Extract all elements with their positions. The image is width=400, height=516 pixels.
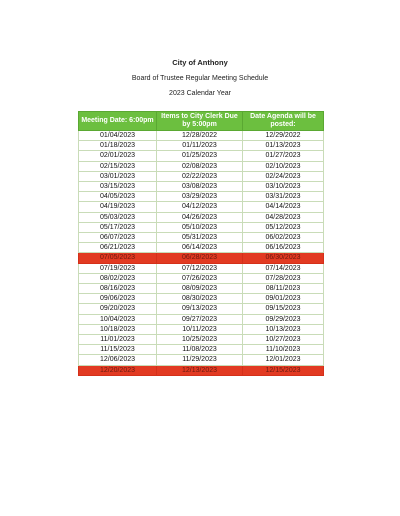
table-row [79,161,324,171]
meeting-date-cell: 12/06/2023 [79,355,157,365]
table-header [79,112,324,131]
agenda-posted-cell: 06/16/2023 [243,243,324,253]
table-row [79,192,324,202]
table-row [79,324,324,334]
meeting-date-cell: 08/02/2023 [79,273,157,283]
items-due-cell: 08/30/2023 [157,294,243,304]
items-due-cell: 11/08/2023 [157,345,243,355]
table-row [79,202,324,212]
items-due-cell: 01/11/2023 [157,141,243,151]
meeting-date-cell: 08/16/2023 [79,284,157,294]
items-due-cell: 04/26/2023 [157,212,243,222]
items-due-cell: 02/22/2023 [157,171,243,181]
agenda-posted-cell: 03/31/2023 [243,192,324,202]
items-due-cell: 04/12/2023 [157,202,243,212]
page-title: City of Anthony [172,58,228,67]
table-row [79,273,324,283]
items-due-cell: 07/12/2023 [157,263,243,273]
agenda-posted-cell: 06/30/2023 [243,253,324,263]
items-due-cell: 10/11/2023 [157,324,243,334]
header-row [79,112,324,131]
meeting-date-cell: 06/07/2023 [79,233,157,243]
table-row [79,304,324,314]
agenda-posted-cell: 04/14/2023 [243,202,324,212]
agenda-posted-cell: 06/02/2023 [243,233,324,243]
meeting-date-cell: 10/18/2023 [79,324,157,334]
agenda-posted-cell: 08/11/2023 [243,284,324,294]
meeting-date-cell: 01/04/2023 [79,131,157,141]
table-row [79,314,324,324]
table-row [79,243,324,253]
agenda-posted-cell: 11/10/2023 [243,345,324,355]
agenda-posted-cell: 10/13/2023 [243,324,324,334]
items-due-cell: 07/26/2023 [157,273,243,283]
table-row [79,263,324,273]
items-due-cell: 12/28/2022 [157,131,243,141]
items-due-cell: 06/28/2023 [157,253,243,263]
table-row [79,131,324,141]
table-row [79,345,324,355]
meeting-date-cell: 07/19/2023 [79,263,157,273]
table-row [79,335,324,345]
meeting-date-cell: 12/20/2023 [79,365,157,375]
items-due-cell: 03/08/2023 [157,182,243,192]
table-row [79,171,324,181]
table-row [79,233,324,243]
items-due-cell: 06/14/2023 [157,243,243,253]
meeting-date-cell: 02/15/2023 [79,161,157,171]
meeting-schedule-table [78,111,324,376]
meeting-date-cell: 05/03/2023 [79,212,157,222]
column-header-agenda-posted: Date Agenda will be posted: [243,112,324,131]
agenda-posted-cell: 07/14/2023 [243,263,324,273]
table-row [79,294,324,304]
items-due-cell: 09/13/2023 [157,304,243,314]
agenda-posted-cell: 09/01/2023 [243,294,324,304]
meeting-date-cell: 04/05/2023 [79,192,157,202]
items-due-cell: 03/29/2023 [157,192,243,202]
agenda-posted-cell: 09/29/2023 [243,314,324,324]
meeting-date-cell: 09/20/2023 [79,304,157,314]
meeting-date-cell: 05/17/2023 [79,222,157,232]
table-row [79,182,324,192]
meeting-date-cell: 01/18/2023 [79,141,157,151]
meeting-date-cell: 11/15/2023 [79,345,157,355]
agenda-posted-cell: 10/27/2023 [243,335,324,345]
agenda-posted-cell: 02/10/2023 [243,161,324,171]
meeting-date-cell: 06/21/2023 [79,243,157,253]
items-due-cell: 08/09/2023 [157,284,243,294]
agenda-posted-cell: 04/28/2023 [243,212,324,222]
agenda-posted-cell: 05/12/2023 [243,222,324,232]
items-due-cell: 05/31/2023 [157,233,243,243]
table-row-highlighted [79,253,324,263]
agenda-posted-cell: 12/15/2023 [243,365,324,375]
items-due-cell: 09/27/2023 [157,314,243,324]
meeting-date-cell: 03/01/2023 [79,171,157,181]
agenda-posted-cell: 07/28/2023 [243,273,324,283]
items-due-cell: 02/08/2023 [157,161,243,171]
table-body [79,131,324,376]
meeting-date-cell: 10/04/2023 [79,314,157,324]
table-row [79,151,324,161]
table-row [79,284,324,294]
page-subtitle: Board of Trustee Regular Meeting Schedule [131,75,269,82]
items-due-cell: 10/25/2023 [157,335,243,345]
items-due-cell: 12/13/2023 [157,365,243,375]
meeting-date-cell: 09/06/2023 [79,294,157,304]
meeting-date-cell: 07/05/2023 [79,253,157,263]
meeting-date-cell: 02/01/2023 [79,151,157,161]
table-row [79,141,324,151]
agenda-posted-cell: 02/24/2023 [243,171,324,181]
table-row-highlighted [79,365,324,375]
table-row [79,212,324,222]
calendar-year: 2023 Calendar Year [169,90,231,97]
agenda-posted-cell: 09/15/2023 [243,304,324,314]
agenda-posted-cell: 01/13/2023 [243,141,324,151]
table-row [79,222,324,232]
agenda-posted-cell: 12/29/2022 [243,131,324,141]
column-header-items-due: Items to City Clerk Due by 5:00pm [157,112,243,131]
agenda-posted-cell: 01/27/2023 [243,151,324,161]
items-due-cell: 01/25/2023 [157,151,243,161]
table-row [79,355,324,365]
column-header-meeting-date: Meeting Date: 6:00pm [79,112,157,131]
items-due-cell: 11/29/2023 [157,355,243,365]
agenda-posted-cell: 12/01/2023 [243,355,324,365]
meeting-date-cell: 11/01/2023 [79,335,157,345]
meeting-date-cell: 04/19/2023 [79,202,157,212]
meeting-date-cell: 03/15/2023 [79,182,157,192]
items-due-cell: 05/10/2023 [157,222,243,232]
agenda-posted-cell: 03/10/2023 [243,182,324,192]
